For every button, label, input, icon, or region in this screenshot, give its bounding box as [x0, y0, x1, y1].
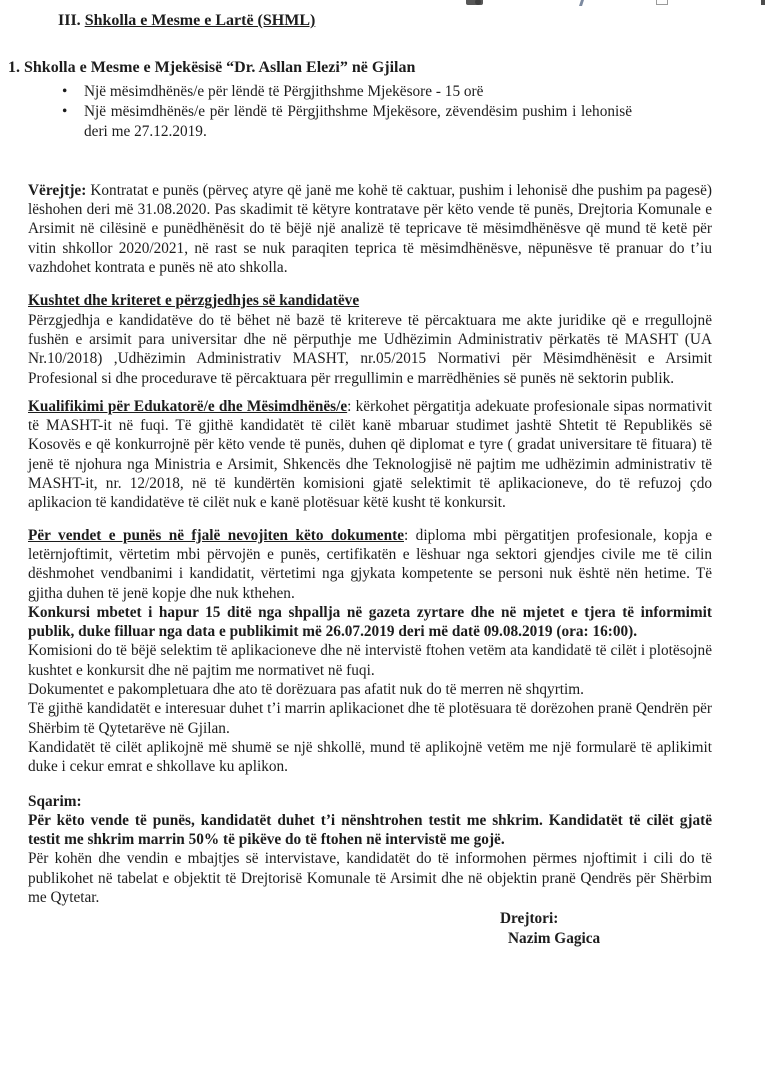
documents-text: : diploma mbi përgatitjen profesionale, kopja e letërnjoftimit, vërtetim mbi përvojën e punës, certifikatën e lëshuar nga sektori gjendjes civile me të cilin dëshmohet vendbanimi i kandidatit, vërtetimi nga gjykata kompetente se personi nuk është nën hetime. Të gjitha duhen të jenë kopje dhe nuk kthehen.: [28, 526, 713, 602]
note-text: Kontratat e punës (përveç atyre që janë me kohë të caktuar, pushim i lehonisë dhe pushim pa pagesë) lëshohen deri më 31.08.2020. Pas skadimit të këtyre kontratave për këto vende të punës, Drejtoria Komunale e Arsimit në cilësinë e punëdhënësit do të bëjë një analizë të tepricave të mësimdhënësve që mund të ketë për vitin shkollor 2020/2021, në rast se nuk paraqiten teprica të mësimdhënësve, nëpunësve të pranuar do t’iu vazhdohet kontrata e punës në ato shkolla.: [28, 181, 712, 277]
position-item: • Një mësimdhënës/e për lëndë të Përgjithshme Mjekësore - 15 orë: [58, 82, 632, 101]
procedure-paragraph: Kandidatët të cilët aplikojnë më shumë se një shkollë, mund të aplikojnë vetëm me një formularë të aplikimit duke i cekur emrat e shkollave ku aplikon.: [28, 738, 712, 776]
note-paragraph: [28, 181, 712, 277]
documents-heading: Për vendet e punës në fjalë nevojiten këto dokumente: [28, 526, 404, 544]
signature-title: Drejtori:: [500, 910, 559, 928]
procedure-section: [28, 641, 712, 776]
criteria-paragraph: Përzgjedhja e kandidatëve do të bëhet në bazë të kritereve të përcaktuara me akte juridike që e rregullojnë fushën e arsimit para universitar dhe në përputhje me Udhëzimin Administrativ përkatës të MASHT (UA Nr.10/2018) ,Udhëzimin Administrativ MASHT, nr.05/2015 Normativi për Mësimdhënësit e Arsimit Profesional si dhe procedurave të përcaktuara për rregullimin e marrëdhënies së punës në sektorin publik.: [28, 311, 712, 387]
qualification-text: : kërkohet përgatitja adekuate profesionale sipas normativit të MASHT-it në fuqi. Të gjithë kandidatët të cilët kanë mbaruar studimet jashtë Shtetit të Republikës së Kosovës e që konkurrojnë për këto vende të punës, duhen që diplomat e tyre ( gradat universitare të fituara) të jenë të njohura nga Ministria e Arsimit, Shkencës dhe Teknologjisë në pajtim me udhëzimin administrativ të MASHT-it, nr. 12/2018, në të kundërtën komisioni gjatë selektimit të aplikacioneve, do të refuzoj çdo aplikacion të kandidatëve të cilët nuk e kanë plotësuar këtë kusht të konkursit.: [28, 397, 713, 512]
clarification-label: Sqarim:: [28, 792, 82, 810]
signature-name: Nazim Gagica: [508, 929, 601, 947]
procedure-paragraph: Të gjithë kandidatët e interesuar duhet t’i marrin aplikacionet dhe të plotësuara të dorëzohen pranë Qendrën për Shërbim të Qytetarëve në Gjilan.: [28, 700, 712, 737]
section-heading-title: Shkolla e Mesme e Lartë (SHML): [84, 12, 316, 29]
section-heading-numeral: III.: [58, 12, 81, 29]
cropped-glyph-fragment: [761, 0, 765, 5]
signature-block: [500, 909, 712, 948]
document-body: [8, 0, 713, 948]
position-item: • Një mësimdhënës/e për lëndë të Përgjithshme Mjekësore, zëvendësim pushim i lehonisë deri me 27.12.2019.: [58, 102, 632, 141]
section-heading: [58, 10, 712, 31]
qualification-paragraph: [28, 397, 712, 513]
note-label: Vërejtje:: [28, 181, 87, 199]
procedure-paragraph: Komisioni do të bëjë selektim të aplikacioneve dhe në intervistë ftohen vetëm ata kandidatë të cilët i plotësojnë kushtet e konkursit dhe në pajtim me normativet në fuqi.: [28, 642, 712, 679]
qualification-heading: Kualifikimi për Edukatorë/e dhe Mësimdhënës/e: [28, 397, 348, 415]
criteria-heading: Kushtet dhe kriteret e përzgjedhjes së kandidatëve: [28, 292, 360, 310]
deadline-paragraph: Konkursi mbetet i hapur 15 ditë nga shpallja në gazeta zyrtare dhe në mjetet e tjera të informimit publik, duke filluar nga data e publikimit më 26.07.2019 deri më datë 09.08.2019 (ora: 16:00).: [28, 603, 712, 641]
clarification-text: Për kohën dhe vendin e mbajtjes së intervistave, kandidatët do të informohen përmes njoftimit i cili do të publikohet në tabelat e objektit të Drejtorisë Komunale të Arsimit dhe në objektin pranë Qendrës për Shërbim me Qytetar.: [28, 850, 712, 906]
documents-paragraph: [28, 526, 712, 603]
clarification-emphasis: Për këto vende të punës, kandidatët duhet t’i nënshtrohen testit me shkrim. Kandidatët të cilët gjatë testit me shkrim marrin 50% të pikëve do të ftohen në intervistë me gojë.: [28, 811, 712, 849]
position-list: [58, 82, 632, 141]
school-title: 1. Shkolla e Mesme e Mjekësisë “Dr. Asllan Elezi” në Gjilan: [8, 59, 416, 76]
procedure-paragraph: Dokumentet e pakompletuara dhe ato të dorëzuara pas afatit nuk do të merren në shqyrtim.: [28, 681, 585, 699]
